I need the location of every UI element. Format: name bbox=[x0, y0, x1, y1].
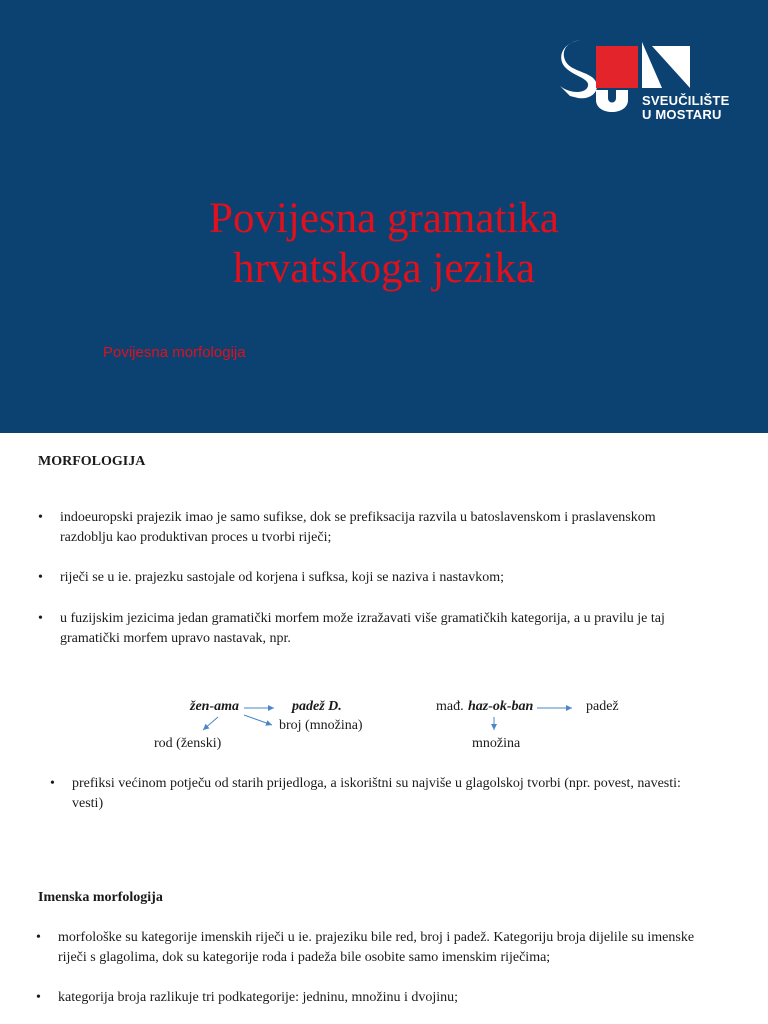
diagram-hu-prefix: mađ. bbox=[436, 699, 464, 714]
arrow-to-number bbox=[244, 715, 272, 725]
bullet-icon: • bbox=[50, 776, 55, 791]
title-line1: Povijesna gramatika bbox=[209, 195, 559, 242]
bullet-icon: • bbox=[38, 611, 43, 626]
bullet-icon: • bbox=[38, 570, 43, 585]
list-item bbox=[36, 988, 718, 1008]
logo-text bbox=[642, 94, 729, 122]
arrow-to-gender bbox=[203, 717, 218, 730]
diagram-hu-case: padež bbox=[586, 699, 619, 714]
list-item-text: u fuzijskim jezicima jedan gramatički morfem može izražavati više gramatičkih kategorija, a u pravilu je taj gramatički morfem upravo nastavak, npr. bbox=[60, 611, 665, 646]
list-item bbox=[50, 774, 712, 814]
diagram-word: žen-ama bbox=[190, 699, 239, 714]
diagram-case-label: padež bbox=[292, 699, 325, 714]
slide-subtitle: Povijesna morfologija bbox=[103, 344, 246, 361]
list-item-text: morfološke su kategorije imenskih riječi u ie. prajeziku bile red, broj i padež. Kategoriju broja dijelile su imenske riječi s glagolima, dok su kategorije roda i padeža bile osobite samo imenskim riječima; bbox=[58, 930, 695, 965]
bullet-icon: • bbox=[36, 930, 41, 945]
list-item-text: kategorija broja razlikuje tri podkategorije: jedninu, množinu i dvojinu; bbox=[58, 990, 459, 1005]
heading-imenska-morfologija: Imenska morfologija bbox=[38, 890, 163, 905]
bullet-icon: • bbox=[36, 990, 41, 1005]
list-item-text: indoeuropski prajezik imao je samo sufikse, dok se prefiksacija razvila u batoslavenskom i praslavenskom razdoblju kao produktivan proces u tvorbi riječi; bbox=[60, 510, 656, 545]
list-item-text: riječi se u ie. prajezku sastojale od korjena i sufksa, koji se naziva i nastavkom; bbox=[60, 570, 504, 585]
list-item-text: prefiksi većinom potječu od starih prijedloga, a iskorištni su najviše u glagolskoj tvorbi (npr. povest, navesti: vesti) bbox=[72, 776, 681, 811]
logo-line1: SVEUČILIŠTE bbox=[642, 93, 730, 108]
title-line2: hrvatskoga jezika bbox=[232, 245, 536, 292]
slide-title bbox=[0, 194, 768, 294]
list-item bbox=[36, 928, 718, 968]
diagram-case-abbr: D. bbox=[328, 699, 342, 714]
diagram-hu-word: haz-ok-ban bbox=[468, 699, 534, 714]
logo-line2: U MOSTARU bbox=[642, 107, 722, 122]
diagram-number: broj (množina) bbox=[279, 718, 363, 733]
heading-morfologija: MORFOLOGIJA bbox=[38, 454, 146, 469]
title-slide bbox=[0, 0, 768, 433]
bullet-icon: • bbox=[38, 510, 43, 525]
diagram-hu-number: množina bbox=[472, 736, 521, 751]
document-page bbox=[0, 433, 768, 1024]
diagram-gender: rod (ženski) bbox=[154, 736, 222, 751]
